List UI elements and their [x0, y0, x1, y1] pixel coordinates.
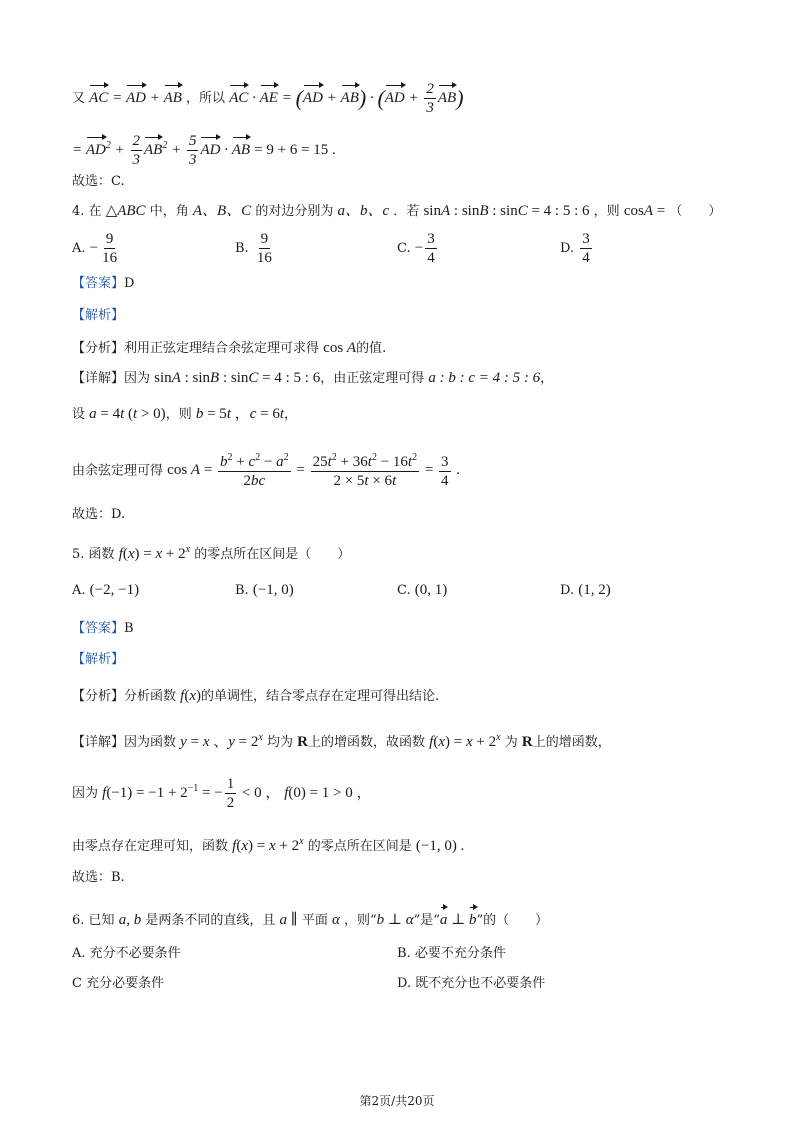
q4-stem-e: ，则 — [593, 204, 620, 219]
option-num: 3 — [582, 231, 590, 247]
option-fraction — [255, 230, 274, 267]
option-label: B. — [397, 946, 411, 961]
option-text: 必要不充分条件 — [414, 946, 506, 961]
zero-lead: 由零点存在定理可知，函数 — [72, 839, 229, 854]
q5-option-c[interactable] — [397, 582, 447, 599]
q6-option-b[interactable] — [397, 942, 506, 961]
xj-text-d: 为 — [504, 735, 518, 750]
q3-line-1 — [72, 80, 464, 117]
q3-result: = 9 + 6 = 15 . — [254, 141, 336, 158]
xj-y-functions: y = x 、$y = 2^x$ — [180, 732, 263, 750]
q4-stem-b: 中，角 — [149, 204, 189, 219]
q6-option-c[interactable] — [72, 972, 164, 991]
option-fraction — [425, 230, 437, 267]
q5-stem — [72, 540, 350, 565]
because-text: 因为 — [72, 785, 99, 801]
q4-xiangjie — [72, 368, 553, 389]
option-fraction — [580, 230, 592, 267]
option-label: B. — [235, 241, 249, 256]
q6-a-perp-b: a ⊥ b — [440, 912, 477, 928]
q4-cosine-law — [72, 452, 460, 490]
q4-sine-ratio: sinA : sinB : sinC = 4 : 5 : 6 — [423, 203, 590, 219]
q4-stem — [72, 201, 721, 222]
q3-conclusion: 故选：C. — [72, 174, 125, 189]
xiangjie-tag: 【详解】 — [72, 735, 125, 750]
q4-option-c[interactable] — [397, 230, 439, 267]
option-den: 4 — [582, 250, 590, 266]
option-label: C. — [397, 583, 411, 598]
q5-stem-a: 5. 函数 — [72, 547, 115, 562]
set-text-c: ， — [284, 407, 298, 422]
q6-option-a[interactable] — [72, 942, 181, 961]
set-text-b: ，则 — [165, 407, 192, 422]
q5-option-a[interactable] — [72, 582, 139, 599]
xj-text-e: 上的增函数， — [532, 735, 611, 750]
q5-analysis-tag: 【解析】 — [72, 652, 125, 667]
option-den: 16 — [256, 250, 272, 266]
cos-formula: cos A = $\frac{b^2 + c^2 - a^2}{2bc}$ = $\frac{25t^2 + 36t^2 - 16t^2}{2 \times 5t \times 6t}$ = $\frac{3}{4}$ . — [167, 452, 461, 489]
fenxi-text-a: 利用正弦定理结合余弦定理可求得 — [124, 341, 320, 356]
q5-answer — [72, 619, 134, 639]
zero-interval: (−1, 0) . — [415, 838, 465, 854]
answer-value: B — [124, 621, 134, 636]
q3-line-2 — [72, 132, 336, 169]
option-label: A. — [72, 241, 86, 256]
fenxi-fx: f(x) — [180, 688, 202, 704]
fenxi-tag: 【分析】 — [72, 689, 125, 704]
q6-parallel: a ∥ — [279, 912, 298, 928]
q6-stem-e: ”是“ — [413, 913, 440, 928]
q5-option-d[interactable] — [560, 582, 611, 599]
q4-stem-f: （ ） — [669, 204, 722, 219]
answer-tag: 【答案】 — [72, 276, 125, 291]
option-text: 既不充分也不必要条件 — [415, 976, 546, 991]
q6-stem-a: 6. 已知 — [72, 913, 115, 928]
answer-tag: 【答案】 — [72, 621, 125, 636]
option-label: D. — [397, 976, 412, 991]
q5-conclusion: 故选：B. — [72, 870, 125, 885]
option-fraction — [100, 230, 119, 267]
xiangjie-tag: 【详解】 — [72, 371, 125, 386]
q5-option-b[interactable] — [235, 582, 294, 599]
option-value: (1, 2) — [578, 582, 611, 598]
option-value: (−2, −1) — [89, 582, 140, 598]
answer-value: D — [124, 276, 135, 291]
q5-xiangjie — [72, 728, 611, 753]
q3-dot-product: AC · AE = (AD + AB) · (AD + $\frac{2}{3}$ AB) — [229, 81, 464, 116]
option-num: 3 — [427, 231, 435, 247]
xj-R2: R — [521, 734, 533, 750]
xj-text-a: 因为函数 — [124, 735, 177, 750]
option-value: (−1, 0) — [252, 582, 294, 598]
q4-stem-c: 的对边分别为 — [255, 204, 334, 219]
fenxi-text-a: 分析函数 — [124, 689, 177, 704]
xj-side-ratio: a : b : c = 4 : 5 : 6 — [428, 370, 541, 386]
xj-fx: $f(x) = x + 2^x$ — [429, 732, 501, 750]
q4-stem-d: ．若 — [393, 204, 420, 219]
q4-cosA: cosA = — [623, 203, 666, 219]
xj-text-c: 上的增函数，故函数 — [307, 735, 425, 750]
option-label: B. — [235, 583, 249, 598]
q5-function: $f(x) = x + 2^x$ — [118, 544, 191, 562]
fenxi-tag: 【分析】 — [72, 341, 125, 356]
set-bc-values: b = 5t ，c = 6t — [195, 406, 285, 422]
option-label: A. — [72, 946, 86, 961]
zero-fx: $f(x) = x + 2^x$ — [232, 836, 304, 854]
q3-expansion: = $AD^2$ + $\frac{2}{3}$ $AB^2$ + $\frac{5}{3}$ AD · AB — [72, 133, 251, 168]
q4-answer — [72, 274, 134, 294]
option-sign: − — [89, 240, 99, 256]
q4-fenxi — [72, 338, 386, 359]
fenxi-text-b: 的单调性，结合零点存在定理可得出结论. — [201, 689, 440, 704]
q6-alpha: α — [331, 912, 340, 928]
q4-triangle: △ABC — [105, 203, 146, 219]
page-footer: 第2页/共20页 — [359, 1094, 435, 1108]
q6-stem-f: ”的（ ） — [476, 913, 549, 928]
q3-text-suoyi: ，所以 — [186, 90, 226, 106]
q5-zero-theorem — [72, 832, 464, 857]
q5-evaluation — [72, 775, 372, 812]
q4-sides: a、b、c — [337, 203, 390, 219]
xj-sine-ratio: sinA : sinB : sinC = 4 : 5 : 6 — [154, 370, 321, 386]
fenxi-cosA: cos A — [323, 340, 357, 356]
option-num: 9 — [105, 231, 114, 247]
option-den: 16 — [102, 250, 118, 266]
option-den: 4 — [427, 250, 435, 266]
q6-stem-d: ，则“ — [343, 913, 377, 928]
q6-stem-c: 平面 — [301, 913, 328, 928]
q6-stem-b: 是两条不同的直线，且 — [145, 913, 276, 928]
xj-text-b: 均为 — [266, 735, 293, 750]
set-a-value: a = 4t (t > 0) — [89, 406, 166, 422]
xj-text-a: 因为 — [124, 371, 151, 386]
option-label: C. — [397, 241, 411, 256]
q4-analysis-tag: 【解析】 — [72, 308, 125, 323]
fenxi-text-b: 的值. — [356, 341, 387, 356]
q6-stem — [72, 904, 548, 931]
option-value: (0, 1) — [414, 582, 448, 598]
xj-text-b: ，由正弦定理可得 — [320, 371, 425, 386]
q5-stem-b: 的零点所在区间是（ ） — [194, 547, 351, 562]
q3-text-you: 又 — [72, 90, 86, 106]
option-label: D. — [560, 241, 575, 256]
xj-R1: R — [297, 734, 308, 750]
q3-vector-equation: AC = AD + AB — [89, 90, 182, 106]
q4-conclusion: 故选：D. — [72, 507, 126, 522]
option-num: 9 — [260, 231, 269, 247]
q6-lines: a, b — [118, 912, 142, 928]
option-label: D. — [560, 583, 575, 598]
q5-fenxi — [72, 686, 439, 707]
q4-option-a[interactable] — [72, 230, 121, 267]
option-sign: − — [414, 240, 424, 256]
zero-mid: 的零点所在区间是 — [307, 839, 412, 854]
cos-lead: 由余弦定理可得 — [72, 463, 164, 479]
option-label: A. — [72, 583, 86, 598]
set-text-a: 设 — [72, 407, 86, 422]
q4-set-vars — [72, 404, 297, 425]
q4-option-d[interactable] — [560, 230, 594, 267]
option-label: C — [72, 976, 82, 991]
q6-b-perp-alpha: b ⊥ α — [376, 912, 414, 928]
q4-stem-a: 4. 在 — [72, 204, 102, 219]
xj-text-c: ， — [540, 371, 554, 386]
q4-option-b[interactable] — [235, 230, 276, 267]
q4-angles: A、B、C — [192, 203, 252, 219]
option-text: 充分必要条件 — [86, 976, 165, 991]
q6-option-d[interactable] — [397, 972, 545, 991]
option-text: 充分不必要条件 — [89, 946, 181, 961]
eval-expression: $f(-1) = -1 + 2^{-1}$ = − $\frac{1}{2}$ < 0 ， f(0) = 1 > 0 ， — [102, 776, 372, 811]
